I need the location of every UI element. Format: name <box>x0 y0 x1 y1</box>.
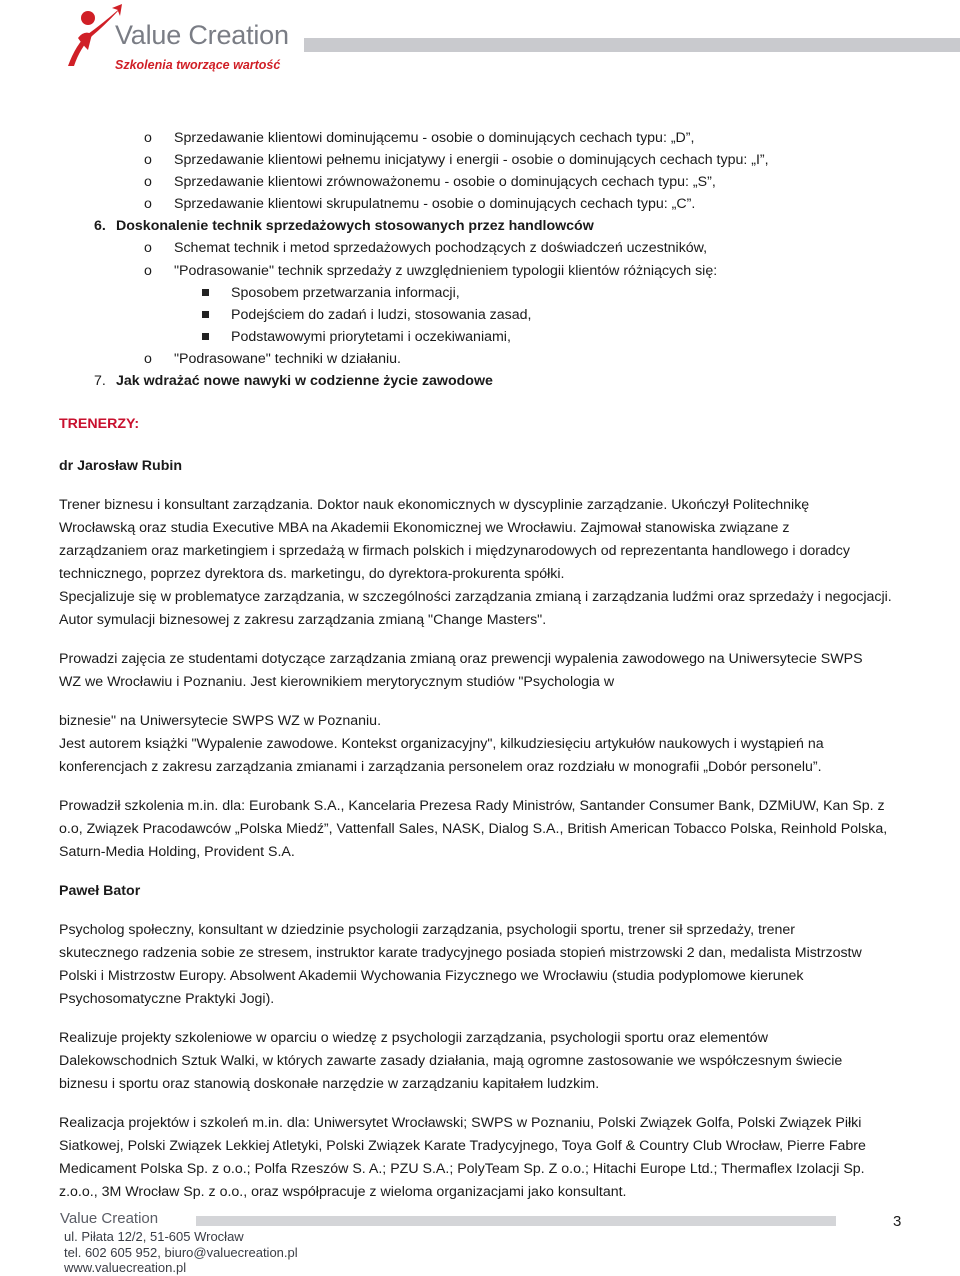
footer-website: www.valuecreation.pl <box>64 1260 187 1275</box>
bio-line: Specjalizuje się w problematyce zarządzania, w szczególności zarządzania zmianą i zarządzania ludźmi oraz sprzedaży i negocjacji. <box>59 589 892 605</box>
bio-line: Saturn-Media Holding, Provident S.A. <box>59 844 295 860</box>
bio-line: Psycholog społeczny, konsultant w dziedzinie psychologii zarządzania, psychologii sportu, trener sił sprzedaży, trener <box>59 922 796 938</box>
list-item: Podejściem do zadań i ludzi, stosowania zasad, <box>231 307 532 323</box>
list-item: "Podrasowanie" technik sprzedaży z uwzględnieniem typologii klientów różniących się: <box>174 263 718 279</box>
footer-address: ul. Piłata 12/2, 51-605 Wrocław <box>64 1229 244 1244</box>
bio-line: o.o, Związek Pracodawców „Polska Miedź”, Vattenfall Sales, NASK, Dialog S.A., British American Tobacco Polska, Reinhold Polska, <box>59 821 888 837</box>
trainers-heading: TRENERZY: <box>59 416 140 432</box>
footer-contact: tel. 602 605 952, biuro@valuecreation.pl <box>64 1245 298 1260</box>
circle-marker: o <box>144 152 152 168</box>
bio-line: Dalekowschodnich Sztuk Walki, w których zawarte zasady działania, mają ogromne zastosowanie we współczesnym świecie <box>59 1053 843 1069</box>
bio-line: Polski i Mistrzostw Europy. Absolwent Akademii Wychowania Fizycznego we Wrocławiu (studia podyplomowe kierunek <box>59 968 804 984</box>
page-number: 3 <box>893 1213 902 1230</box>
bio-line: z.o.o., 3M Wrocław Sp. z o.o., oraz współpracuje z wieloma organizacjami jako konsultant. <box>59 1184 627 1200</box>
bio-line: Psychosomatyczne Praktyki Jogi). <box>59 991 275 1007</box>
circle-marker: o <box>144 263 152 279</box>
bio-line: Jest autorem książki "Wypalenie zawodowe. Kontekst organizacyjny", kilkudziesięciu artykułów naukowych i wystąpień na <box>59 736 824 752</box>
section-heading: Doskonalenie technik sprzedażowych stosowanych przez handlowców <box>116 218 594 234</box>
logo-brand: Value Creation <box>115 20 289 50</box>
trainer-name: dr Jarosław Rubin <box>59 458 182 474</box>
bio-line: Autor symulacji biznesowej z zakresu zarządzania zmianą "Change Masters". <box>59 612 547 628</box>
bio-line: Siatkowej, Polski Związek Lekkiej Atletyki, Polski Związek Karate Tradycyjnego, Toya Golf & Country Club Wrocław, Pierre Fabre <box>59 1138 866 1154</box>
bio-line: biznesie" na Uniwersytecie SWPS WZ w Poznaniu. <box>59 713 382 729</box>
bio-line: Realizacja projektów i szkoleń m.in. dla: Uniwersytet Wrocławski; SWPS w Poznaniu, Polski Związek Golfa, Polski Związek Piłki <box>59 1115 862 1131</box>
list-item: Sprzedawanie klientowi skrupulatnemu - osobie o dominujących cechach typu: „C”. <box>174 196 696 212</box>
bio-line: zarządzaniem oraz marketingiem i sprzedażą w firmach polskich i międzynarodowych od reprezentanta handlowego i doradcy <box>59 543 850 559</box>
bio-line: Wrocławską oraz studia Executive MBA na Akademii Ekonomicznej we Wrocławiu. Zajmował stanowiska związane z <box>59 520 790 536</box>
list-item: Sprzedawanie klientowi pełnemu inicjatywy i energii - osobie o dominujących cechach typu: „I”, <box>174 152 769 168</box>
bio-line: technicznego, poprzez dyrektora ds. marketingu, do dyrektora-prokurenta spółki. <box>59 566 565 582</box>
bio-line: konferencjach z zakresu zarządzania zmianami i zarządzania personelem oraz rozdziału w monografii „Dobór personelu”. <box>59 759 822 775</box>
item-number: 6. <box>94 218 106 234</box>
bio-line: Prowadzi zajęcia ze studentami dotyczące zarządzania zmianą oraz prewencji wypalenia zawodowego na Uniwersytecie SWPS <box>59 651 863 667</box>
footer-divider-bar <box>196 1216 836 1226</box>
circle-marker: o <box>144 174 152 190</box>
bio-line: Medicament Polska Sp. z o.o.; Polfa Rzeszów S. A.; PZU S.A.; PolyTeam Sp. Z o.o.; Hitachi Europe Ltd.; Thermaflex Izolacji Sp. <box>59 1161 865 1177</box>
list-item: Sprzedawanie klientowi dominującemu - osobie o dominujących cechach typu: „D”, <box>174 130 695 146</box>
circle-marker: o <box>144 351 152 367</box>
square-bullet-icon <box>202 333 209 340</box>
list-item: "Podrasowane" techniki w działaniu. <box>174 351 401 367</box>
square-bullet-icon <box>202 289 209 296</box>
circle-marker: o <box>144 130 152 146</box>
list-item: Podstawowymi priorytetami i oczekiwaniami, <box>231 329 511 345</box>
item-number: 7. <box>94 373 106 389</box>
bio-line: Realizuje projekty szkoleniowe w oparciu o wiedzę z psychologii zarządzania, psychologii sportu oraz elementów <box>59 1030 768 1046</box>
page-header <box>0 0 960 80</box>
list-item: Sprzedawanie klientowi zrównoważonemu - osobie o dominujących cechach typu: „S”, <box>174 174 716 190</box>
bio-line: Prowadził szkolenia m.in. dla: Eurobank S.A., Kancelaria Prezesa Rady Ministrów, Santander Consumer Bank, DZMiUW, Kan Sp. z <box>59 798 885 814</box>
footer-brand: Value Creation <box>60 1210 159 1227</box>
header-divider-bar <box>304 38 960 52</box>
section-heading: Jak wdrażać nowe nawyki w codzienne życie zawodowe <box>116 373 493 389</box>
circle-marker: o <box>144 240 152 256</box>
circle-marker: o <box>144 196 152 212</box>
list-item: Schemat technik i metod sprzedażowych pochodzących z doświadczeń uczestników, <box>174 240 708 256</box>
bio-line: skutecznego radzenia sobie ze stresem, instruktor karate tradycyjnego posiada stopień mistrzowski 2 dan, medalista Mistrzostw <box>59 945 862 961</box>
trainer-name: Paweł Bator <box>59 883 141 899</box>
square-bullet-icon <box>202 311 209 318</box>
logo-tagline: Szkolenia tworzące wartość <box>115 58 281 72</box>
bio-line: biznesu i sportu oraz stanowią doskonałe narzędzie w zarządzaniu kapitałem ludzkim. <box>59 1076 600 1092</box>
bio-line: Trener biznesu i konsultant zarządzania. Doktor nauk ekonomicznych w dyscyplinie zarządzanie. Ukończył Politechnikę <box>59 497 810 513</box>
list-item: Sposobem przetwarzania informacji, <box>231 285 460 301</box>
bio-line: WZ we Wrocławiu i Poznaniu. Jest kierownikiem merytorycznym studiów "Psychologia w <box>59 674 615 690</box>
